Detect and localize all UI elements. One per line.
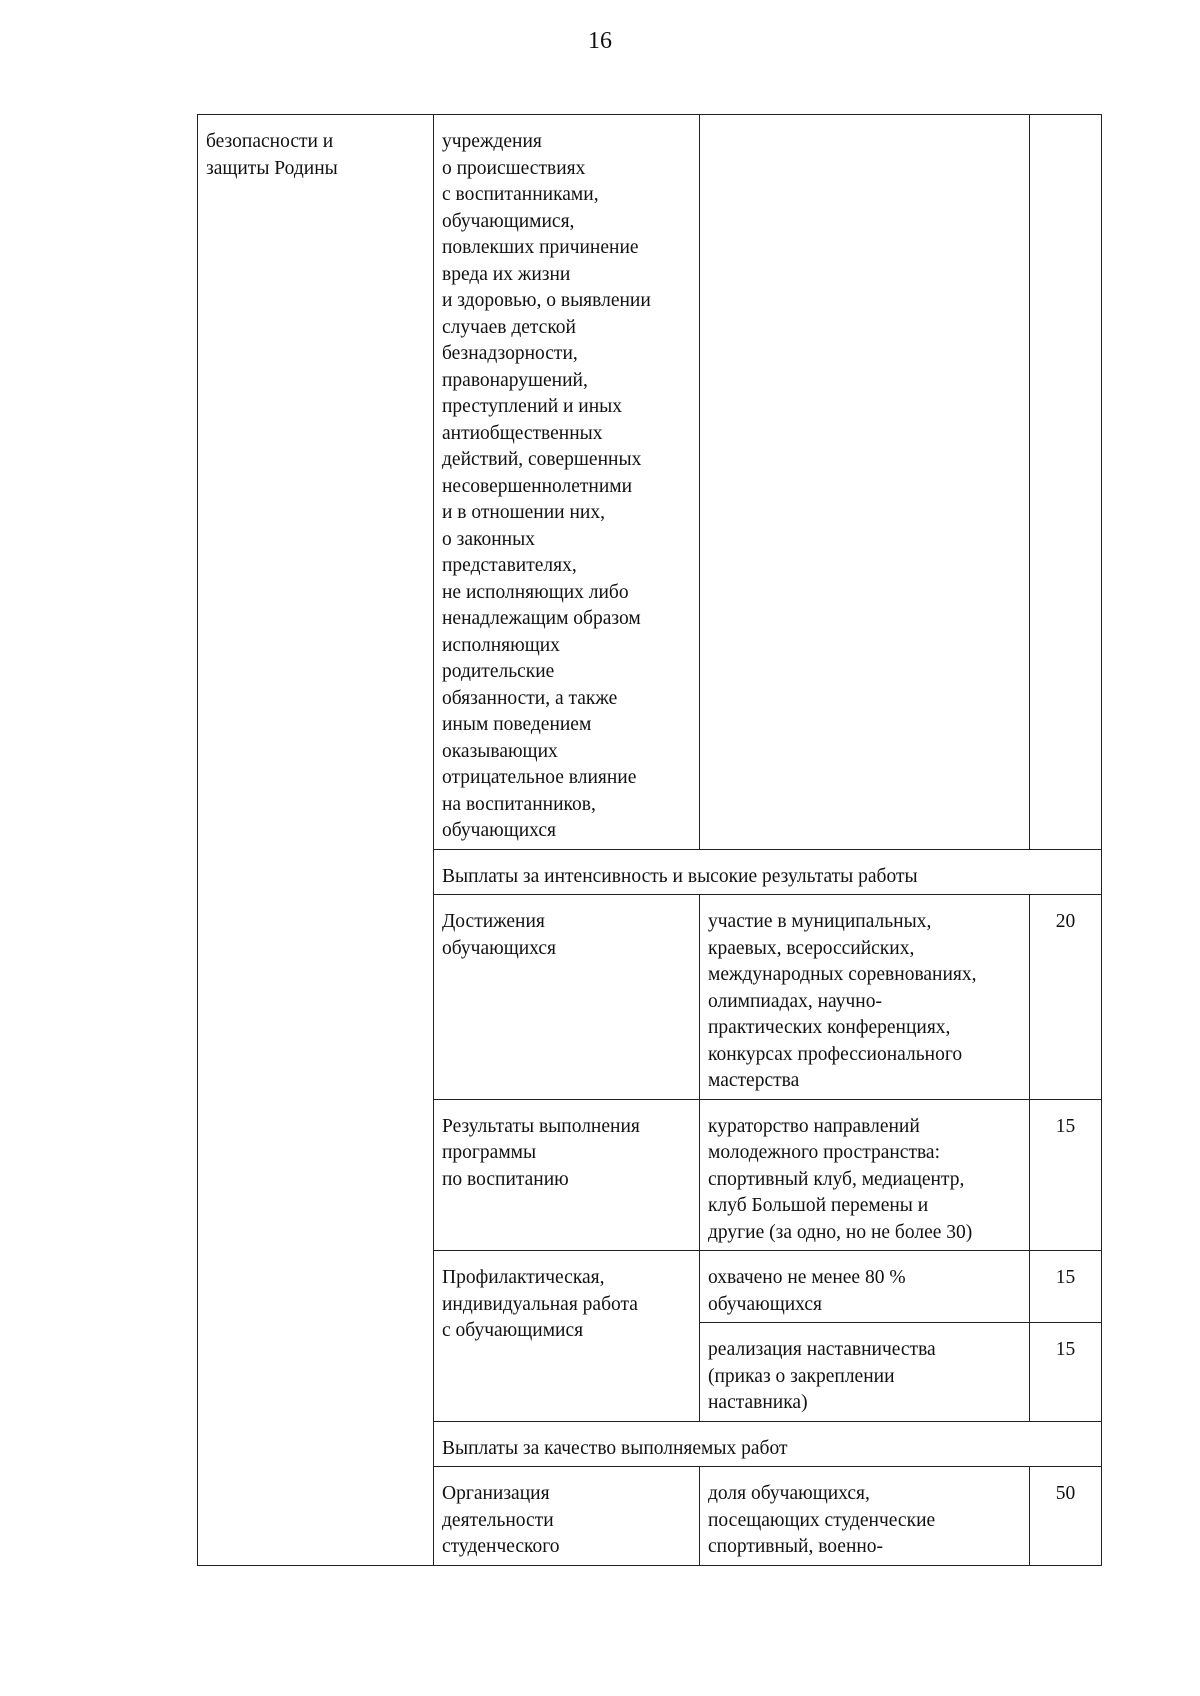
text-line: мастерства bbox=[708, 1070, 800, 1091]
text-line: учреждения bbox=[442, 131, 542, 152]
score-cell: 15 bbox=[1030, 1099, 1102, 1251]
text-line: несовершеннолетними bbox=[442, 475, 633, 497]
text-line: конкурсах профессионального bbox=[708, 1043, 963, 1065]
text-line: охвачено не менее 80 % bbox=[708, 1267, 906, 1288]
text-line: обучающихся bbox=[442, 820, 556, 841]
text-line: и в отношении них, bbox=[442, 502, 605, 523]
text-line: программы bbox=[442, 1142, 537, 1163]
text-line: деятельности bbox=[442, 1509, 554, 1531]
text-line: Профилактическая, bbox=[442, 1267, 605, 1288]
text-line: антиобщественных bbox=[442, 422, 603, 444]
text-line: спортивный, военно- bbox=[708, 1536, 884, 1557]
text-line: с воспитанниками, bbox=[442, 184, 599, 205]
text-line: с обучающимися bbox=[442, 1320, 584, 1341]
text-line: обязанности, а также bbox=[442, 687, 618, 709]
page-number: 16 bbox=[588, 28, 612, 54]
text-line: другие (за одно, но не более 30) bbox=[708, 1221, 973, 1243]
text-line: правонарушений, bbox=[442, 369, 588, 391]
text-line: доля обучающихся, bbox=[708, 1483, 870, 1504]
text-line: международных соревнованиях, bbox=[708, 964, 977, 985]
score-cell: 15 bbox=[1030, 1251, 1102, 1323]
text-line: случаев детской bbox=[442, 316, 576, 338]
text-line: Результаты выполнения bbox=[442, 1115, 640, 1137]
text-line: Достижения bbox=[442, 911, 545, 932]
criterion-text bbox=[206, 129, 425, 182]
text-line: повлекших причинение bbox=[442, 237, 639, 258]
text-line: обучающихся bbox=[442, 937, 556, 959]
text-line: участие в муниципальных, bbox=[708, 911, 932, 932]
indicator-text bbox=[442, 1481, 691, 1561]
text-line: преступлений и иных bbox=[442, 396, 623, 417]
criterion-detail-cell bbox=[700, 895, 1030, 1100]
text-line: о законных bbox=[442, 528, 535, 550]
indicator-cell bbox=[434, 1467, 700, 1566]
text-line: безнадзорности, bbox=[442, 343, 578, 364]
criterion-detail-text bbox=[708, 909, 1021, 1095]
table-row bbox=[198, 115, 1102, 850]
criterion-detail-cell bbox=[700, 1251, 1030, 1323]
text-line: клуб Большой перемены и bbox=[708, 1195, 929, 1216]
indicator-cell bbox=[434, 1099, 700, 1251]
text-line: отрицательное влияние bbox=[442, 767, 637, 788]
criterion-detail-cell bbox=[700, 1323, 1030, 1422]
text-line: реализация наставничества bbox=[708, 1339, 936, 1360]
intro-indicator-cell bbox=[434, 115, 700, 850]
text-line: иным поведением bbox=[442, 714, 592, 735]
text-line: исполняющих bbox=[442, 634, 560, 656]
text-line: молодежного пространства: bbox=[708, 1142, 941, 1163]
text-line: практических конференциях, bbox=[708, 1017, 951, 1038]
text-line: не исполняющих либо bbox=[442, 581, 629, 603]
text-line: олимпиадах, научно- bbox=[708, 990, 882, 1012]
criterion-detail-cell bbox=[700, 1467, 1030, 1566]
text-line: о происшествиях bbox=[442, 157, 586, 179]
text-line: индивидуальная работа bbox=[442, 1293, 638, 1315]
text-line: наставника) bbox=[708, 1392, 808, 1413]
text-line: безопасности и bbox=[206, 131, 334, 152]
text-line: и здоровью, о выявлении bbox=[442, 290, 651, 311]
text-line: защиты Родины bbox=[206, 157, 338, 179]
text-line: родительские bbox=[442, 661, 555, 682]
criterion-detail-text bbox=[708, 1481, 1021, 1561]
text-line: представителях, bbox=[442, 555, 577, 576]
text-line: посещающих студенческие bbox=[708, 1509, 936, 1531]
criterion-detail-text bbox=[708, 1265, 1021, 1318]
section-quality: Выплаты за качество выполняемых работ bbox=[434, 1421, 1102, 1467]
text-line: вреда их жизни bbox=[442, 263, 571, 285]
text-line: обучающимися, bbox=[442, 210, 575, 232]
score-cell: 50 bbox=[1030, 1467, 1102, 1566]
text-line: действий, совершенных bbox=[442, 449, 642, 470]
indicator-text bbox=[442, 1114, 691, 1194]
text-line: кураторство направлений bbox=[708, 1115, 920, 1137]
text-line: ненадлежащим образом bbox=[442, 608, 641, 629]
score-cell: 15 bbox=[1030, 1323, 1102, 1422]
text-line: (приказ о закреплении bbox=[708, 1365, 895, 1387]
indicator-text bbox=[442, 909, 691, 962]
text-line: краевых, всероссийских, bbox=[708, 937, 915, 959]
text-line: на воспитанников, bbox=[442, 793, 596, 815]
intro-indicator-text bbox=[442, 129, 691, 845]
indicator-cell bbox=[434, 895, 700, 1100]
payments-table bbox=[197, 114, 1102, 1566]
text-line: Организация bbox=[442, 1483, 550, 1504]
indicator-cell bbox=[434, 1251, 700, 1422]
criterion-detail-cell bbox=[700, 1099, 1030, 1251]
text-line: обучающихся bbox=[708, 1293, 822, 1315]
intro-score-cell bbox=[1030, 115, 1102, 850]
intro-criterion-cell bbox=[700, 115, 1030, 850]
score-cell: 20 bbox=[1030, 895, 1102, 1100]
text-line: оказывающих bbox=[442, 740, 558, 762]
criterion-detail-text bbox=[708, 1114, 1021, 1247]
criterion-cell bbox=[198, 115, 434, 1566]
section-intensity: Выплаты за интенсивность и высокие результаты работы bbox=[434, 849, 1102, 895]
text-line: студенческого bbox=[442, 1536, 560, 1557]
text-line: спортивный клуб, медиацентр, bbox=[708, 1168, 965, 1190]
indicator-text bbox=[442, 1265, 691, 1345]
text-line: по воспитанию bbox=[442, 1168, 569, 1190]
criterion-detail-text bbox=[708, 1337, 1021, 1417]
